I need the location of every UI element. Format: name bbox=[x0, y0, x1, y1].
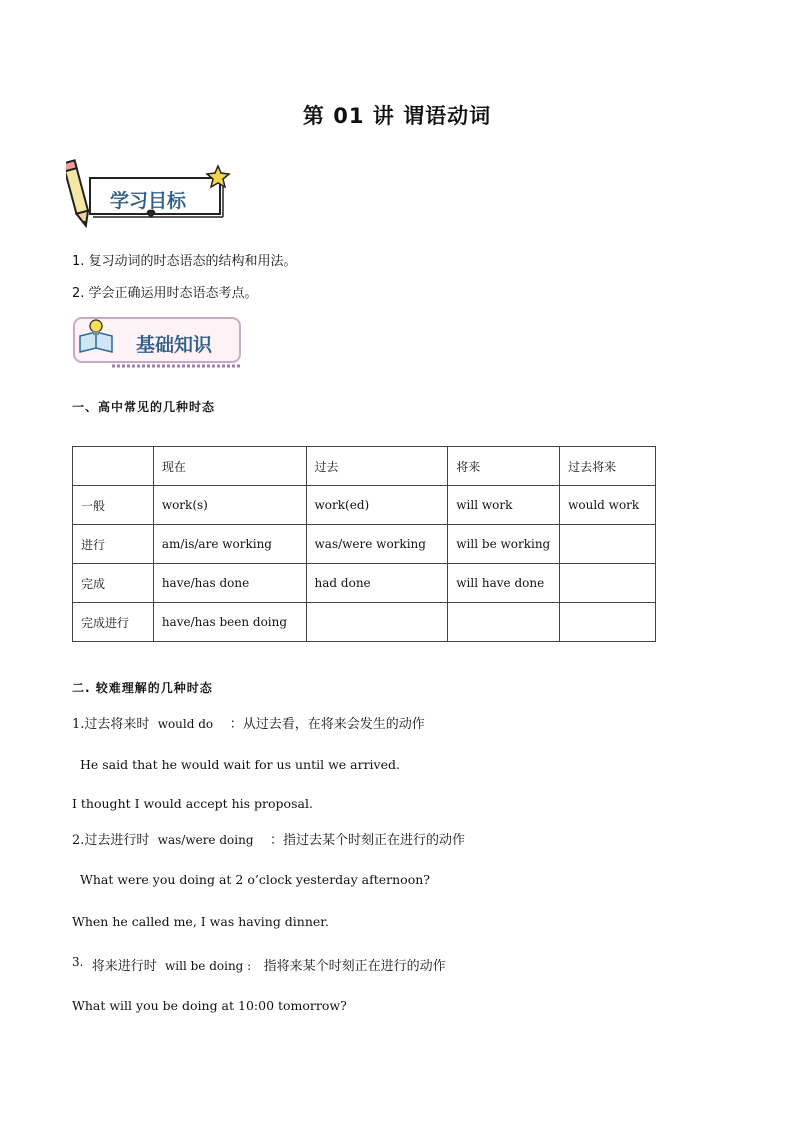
example-sentence: What will you be doing at 10:00 tomorrow? bbox=[72, 998, 347, 1013]
example-sentence: I thought I would accept his proposal. bbox=[72, 796, 313, 811]
basic-knowledge-banner bbox=[72, 314, 244, 370]
table-cell bbox=[560, 603, 656, 642]
table-cell: have/has done bbox=[153, 564, 306, 603]
item-number: 2. bbox=[72, 833, 85, 848]
table-row-head: 一般 bbox=[73, 486, 154, 525]
table-cell: have/has been doing bbox=[153, 603, 306, 642]
tense-name: 将来进行时 bbox=[91, 959, 157, 974]
tense-name: 过去将来时 bbox=[84, 717, 150, 732]
tense-description: ：从过去看，在将来会发生的动作 bbox=[229, 717, 425, 732]
table-cell bbox=[560, 525, 656, 564]
table-row-head: 进行 bbox=[73, 525, 154, 564]
table-cell bbox=[306, 603, 448, 642]
table-cell: will be working bbox=[448, 525, 560, 564]
table-cell bbox=[448, 603, 560, 642]
basic-knowledge-label: 基础知识 bbox=[136, 334, 213, 356]
tense-item-2 bbox=[72, 829, 465, 848]
tense-description: 指将来某个时刻正在进行的动作 bbox=[263, 959, 446, 974]
tense-description: ：指过去某个时刻正在进行的动作 bbox=[270, 833, 466, 848]
item-number: 1. bbox=[72, 717, 85, 732]
tense-item-1 bbox=[72, 713, 425, 732]
table-cell: would work bbox=[560, 486, 656, 525]
table-row bbox=[73, 486, 656, 525]
table-cell bbox=[560, 564, 656, 603]
example-sentence: What were you doing at 2 o’clock yesterday afternoon? bbox=[80, 872, 430, 887]
tense-form: will be doing : bbox=[165, 959, 252, 973]
example-sentence: He said that he would wait for us until we arrived. bbox=[80, 757, 400, 772]
table-header-cell: 过去 bbox=[306, 447, 448, 486]
table-row-head: 完成 bbox=[73, 564, 154, 603]
tense-item-3 bbox=[72, 955, 446, 974]
learning-goals-label: 学习目标 bbox=[110, 190, 187, 212]
table-header-cell: 过去将来 bbox=[560, 447, 656, 486]
tense-name: 过去进行时 bbox=[84, 833, 150, 848]
table-header-cell bbox=[73, 447, 154, 486]
table-cell: am/is/are working bbox=[153, 525, 306, 564]
table-header-cell: 现在 bbox=[153, 447, 306, 486]
table-row-head: 完成进行 bbox=[73, 603, 154, 642]
page-title: 第 01 讲 谓语动词 bbox=[302, 104, 492, 128]
section-1-heading: 一、高中常见的几种时态 bbox=[72, 400, 216, 414]
tense-form: would do bbox=[157, 717, 214, 731]
table-cell: will have done bbox=[448, 564, 560, 603]
table-row bbox=[73, 564, 656, 603]
table-row bbox=[73, 603, 656, 642]
table-header-cell: 将来 bbox=[448, 447, 560, 486]
item-number: 3. bbox=[72, 955, 84, 969]
table-cell: had done bbox=[306, 564, 448, 603]
table-cell: work(ed) bbox=[306, 486, 448, 525]
table-cell: was/were working bbox=[306, 525, 448, 564]
table-header-row bbox=[73, 447, 656, 486]
table-cell: work(s) bbox=[153, 486, 306, 525]
example-sentence: When he called me, I was having dinner. bbox=[72, 914, 329, 929]
table-cell: will work bbox=[448, 486, 560, 525]
tense-table bbox=[72, 446, 656, 642]
learning-goals-banner bbox=[66, 156, 236, 236]
table-row bbox=[73, 525, 656, 564]
tense-form: was/were doing bbox=[157, 833, 254, 847]
section-2-heading: 二. 较难理解的几种时态 bbox=[72, 681, 213, 695]
objective-2: 2. 学会正确运用时态语态考点。 bbox=[72, 286, 258, 301]
objective-1: 1. 复习动词的时态语态的结构和用法。 bbox=[72, 254, 297, 269]
